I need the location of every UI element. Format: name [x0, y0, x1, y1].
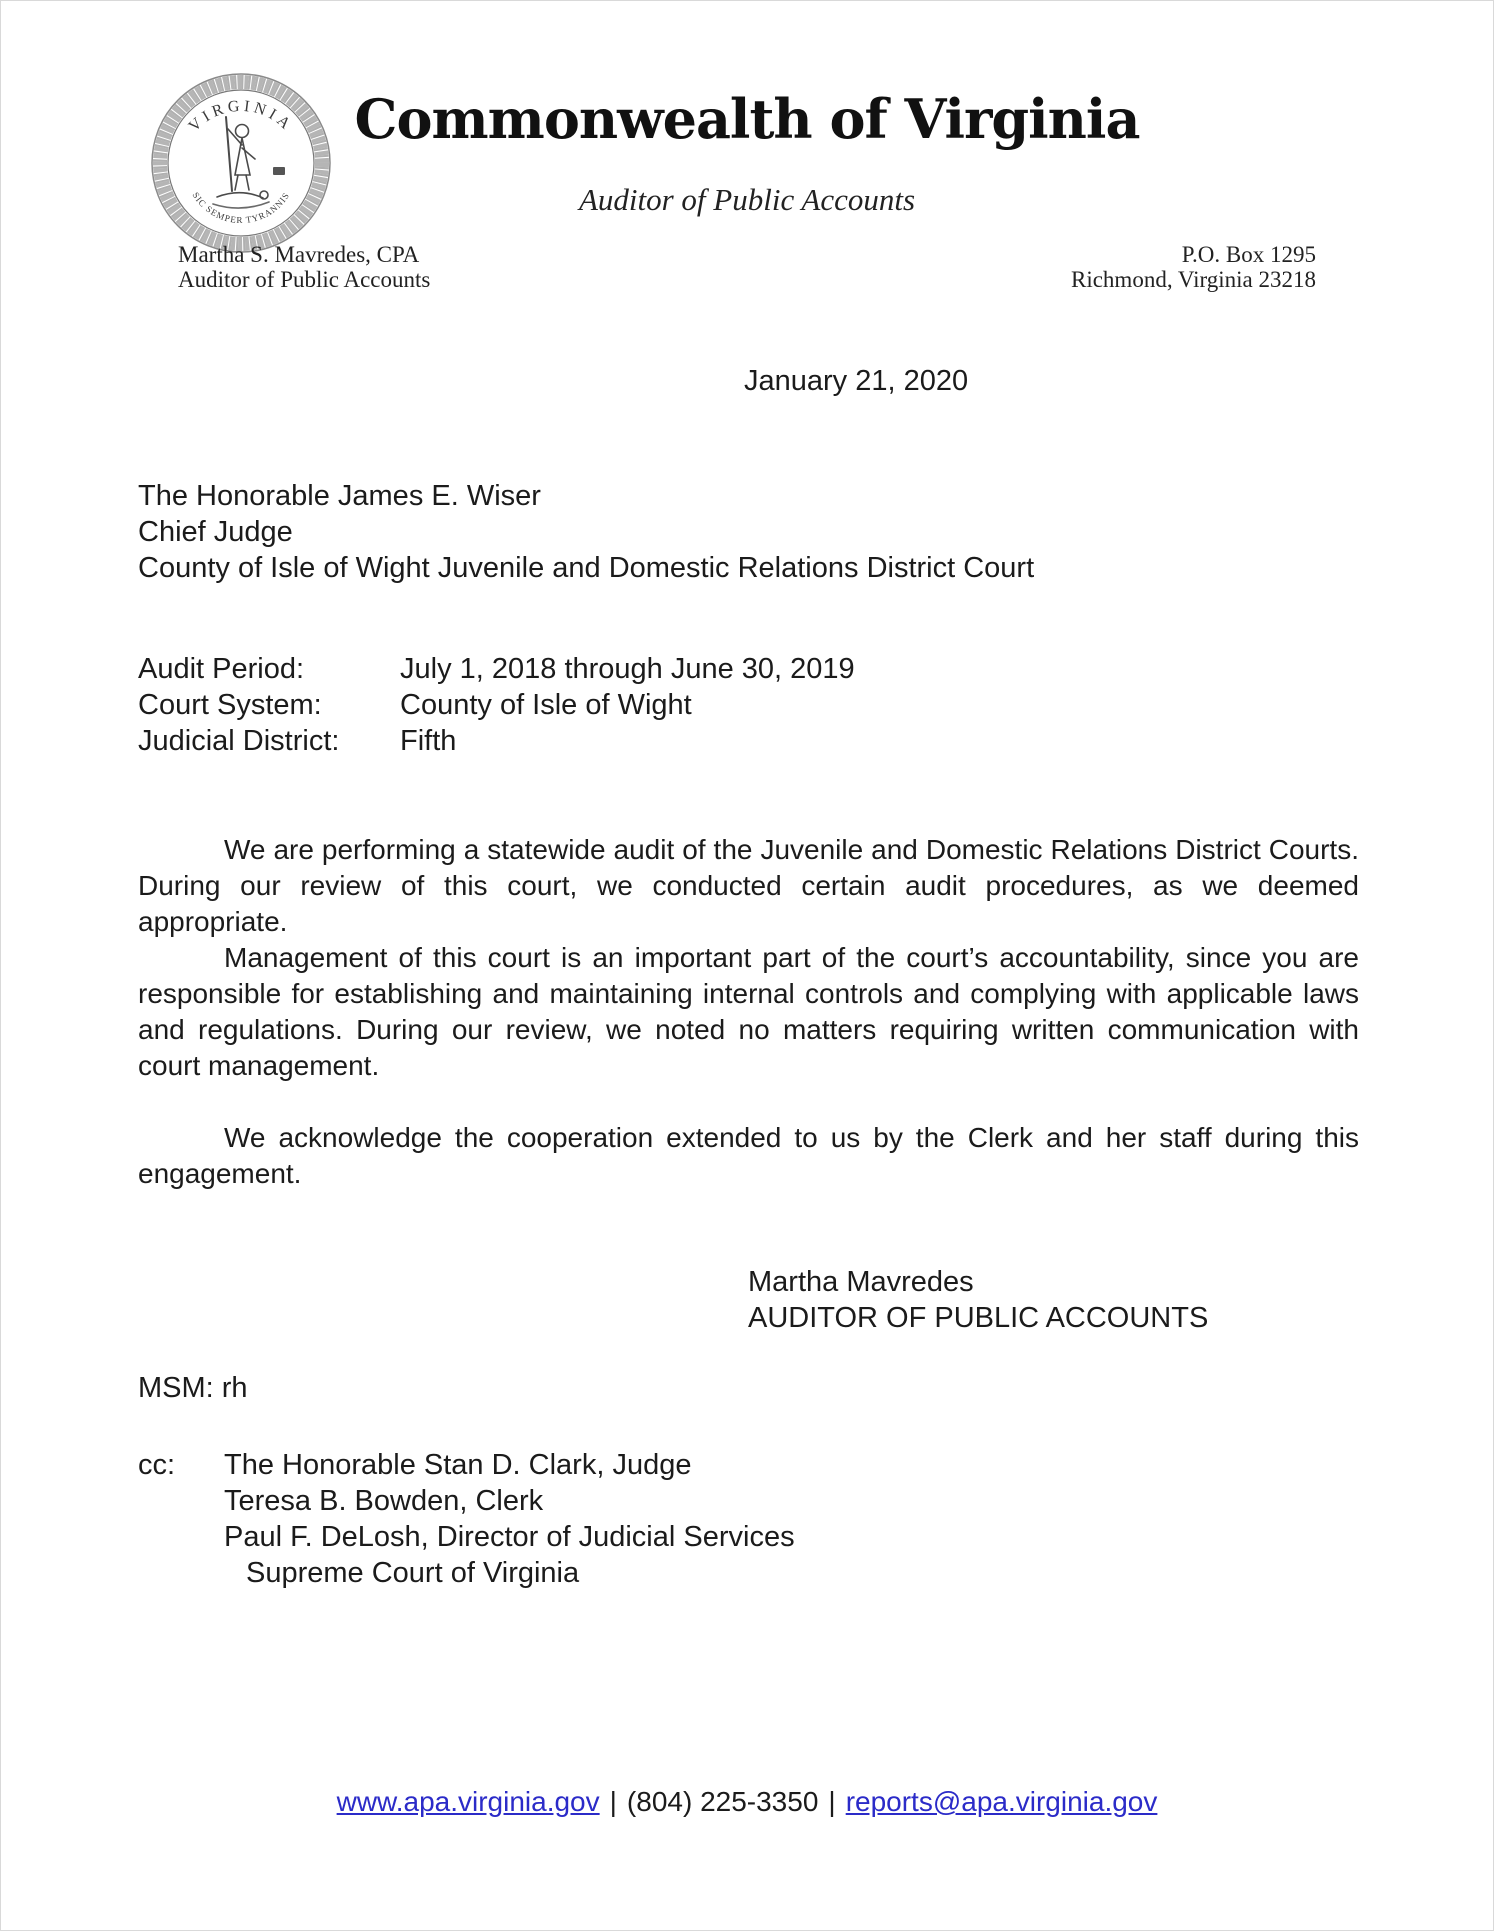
official-name: Martha S. Mavredes, CPA: [178, 242, 420, 267]
address-city: Richmond, Virginia 23218: [1070, 267, 1316, 292]
official-block: [178, 242, 430, 292]
body-paragraph-1: We are performing a statewide audit of the Juvenile and Domestic Relations District Courts. During our review of this court, we conducted certain audit procedures, as we deemed appropriate.: [138, 834, 1359, 937]
detail-value-court-system: County of Isle of Wight: [400, 689, 692, 721]
body-paragraph-3: We acknowledge the cooperation extended to us by the Clerk and her staff during this engagement.: [138, 1122, 1359, 1189]
cc-label: cc:: [138, 1449, 176, 1481]
signature-block: [748, 1264, 1208, 1336]
footer-separator: |: [828, 1786, 836, 1817]
detail-value-judicial-district: Fifth: [400, 725, 457, 757]
recipient-title: Chief Judge: [138, 516, 293, 548]
address-block: [1071, 242, 1316, 292]
detail-value-audit-period: July 1, 2018 through June 30, 2019: [400, 653, 855, 685]
details-row: [138, 723, 855, 759]
address-po-box: P.O. Box 1295: [1181, 242, 1316, 267]
audit-details: [138, 651, 855, 759]
signature-title: AUDITOR OF PUBLIC ACCOUNTS: [748, 1302, 1209, 1334]
details-row: [138, 651, 855, 687]
email-link[interactable]: reports@apa.virginia.gov: [845, 1786, 1158, 1817]
detail-label-judicial-district: Judicial District:: [138, 725, 340, 757]
phone-number: (804) 225-3350: [626, 1786, 819, 1817]
cc-block: [138, 1447, 795, 1591]
website-link[interactable]: www.apa.virginia.gov: [336, 1786, 600, 1817]
masthead: [1, 87, 1493, 219]
body-paragraph-2: Management of this court is an important part of the court’s accountability, since you are responsible for establishing and maintaining internal controls and complying with applicable laws and regulations. During our review, we noted no matters requiring written communication with court management.: [138, 942, 1359, 1081]
footer-separator: |: [609, 1786, 617, 1817]
cc-list: [224, 1447, 795, 1591]
letter-date: January 21, 2020: [744, 365, 969, 397]
reference-initials: MSM: rh: [138, 1372, 248, 1404]
official-title: Auditor of Public Accounts: [178, 267, 431, 292]
svg-text:SIC SEMPER TYRANNIS: SIC SEMPER TYRANNIS: [190, 190, 292, 226]
masthead-title: Commonwealth of Virginia: [354, 87, 1140, 151]
page-footer: [1, 1784, 1493, 1820]
recipient-court: County of Isle of Wight Juvenile and Domestic Relations District Court: [138, 552, 1035, 584]
cc-line: Teresa B. Bowden, Clerk: [224, 1485, 544, 1517]
svg-text:VIRGINIA: VIRGINIA: [185, 97, 297, 136]
recipient-name: The Honorable James E. Wiser: [138, 480, 541, 512]
masthead-subtitle: Auditor of Public Accounts: [578, 182, 916, 217]
cc-line: The Honorable Stan D. Clark, Judge: [224, 1449, 692, 1481]
cc-line: Paul F. DeLosh, Director of Judicial Services: [224, 1521, 795, 1553]
detail-label-audit-period: Audit Period:: [138, 653, 305, 685]
cc-line: Supreme Court of Virginia: [246, 1557, 580, 1589]
recipient-block: [138, 478, 1034, 586]
signature-name: Martha Mavredes: [748, 1266, 974, 1298]
detail-label-court-system: Court System:: [138, 689, 322, 721]
details-row: [138, 687, 855, 723]
